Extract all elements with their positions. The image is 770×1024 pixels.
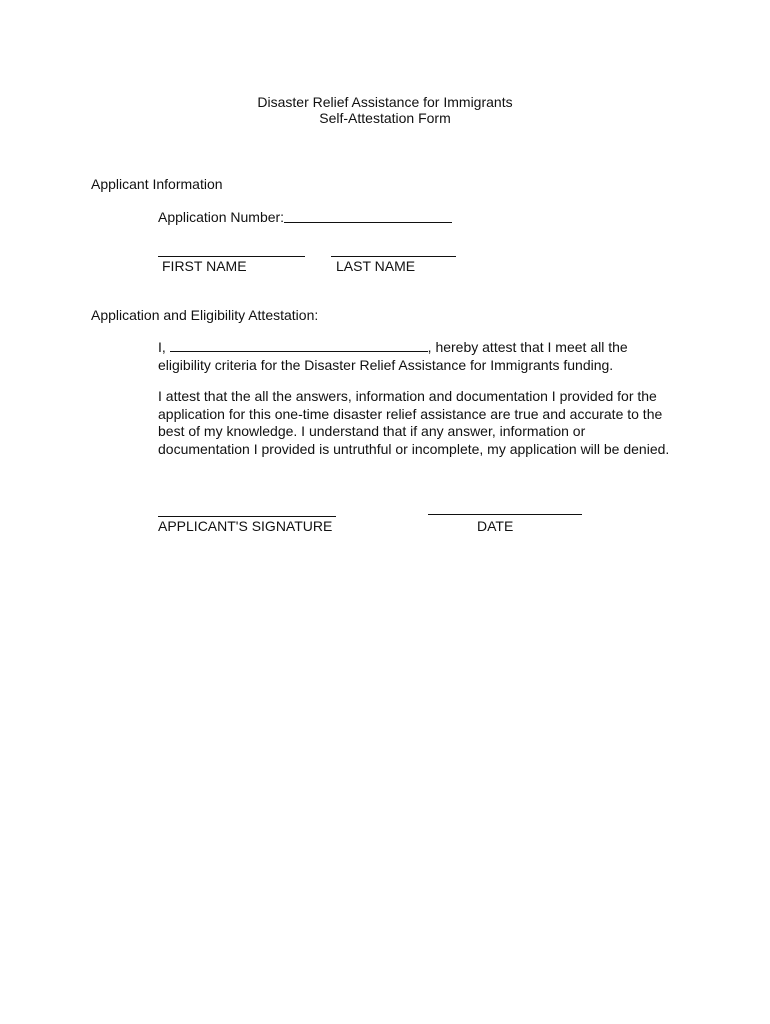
- first-name-field[interactable]: [158, 256, 305, 257]
- date-label: DATE: [477, 518, 514, 534]
- signature-field[interactable]: [158, 516, 336, 517]
- form-subtitle: Self-Attestation Form: [319, 110, 451, 126]
- attestation-suffix: , hereby attest that I meet all the: [427, 339, 628, 355]
- paragraph-line: I attest that the all the answers, information and documentation I provided for the: [158, 388, 657, 404]
- attestation-prefix: I,: [158, 339, 166, 355]
- attestation-line-2: eligibility criteria for the Disaster Relief Assistance for Immigrants funding.: [158, 356, 614, 373]
- first-name-label: FIRST NAME: [162, 258, 247, 274]
- application-number-label: Application Number:: [158, 209, 285, 225]
- paragraph-line: best of my knowledge. I understand that if any answer, information or: [158, 423, 586, 439]
- attestation-paragraph-2: [158, 388, 718, 458]
- last-name-label: LAST NAME: [336, 258, 416, 274]
- date-field[interactable]: [428, 514, 582, 515]
- paragraph-line: application for this one-time disaster relief assistance are true and accurate to the: [158, 405, 663, 422]
- attestation-line-1: [158, 339, 718, 357]
- attestation-paragraph-1: [158, 339, 718, 374]
- application-number-field[interactable]: [284, 222, 452, 223]
- form-title: Disaster Relief Assistance for Immigrants: [257, 94, 513, 110]
- last-name-field[interactable]: [331, 256, 456, 257]
- applicant-information-heading: Applicant Information: [91, 176, 223, 192]
- applicant-name-field[interactable]: [170, 339, 428, 352]
- signature-label: APPLICANT'S SIGNATURE: [158, 518, 333, 534]
- attestation-heading: Application and Eligibility Attestation:: [91, 307, 319, 323]
- paragraph-line: documentation I provided is untruthful or incomplete, my application will be denied.: [158, 440, 670, 457]
